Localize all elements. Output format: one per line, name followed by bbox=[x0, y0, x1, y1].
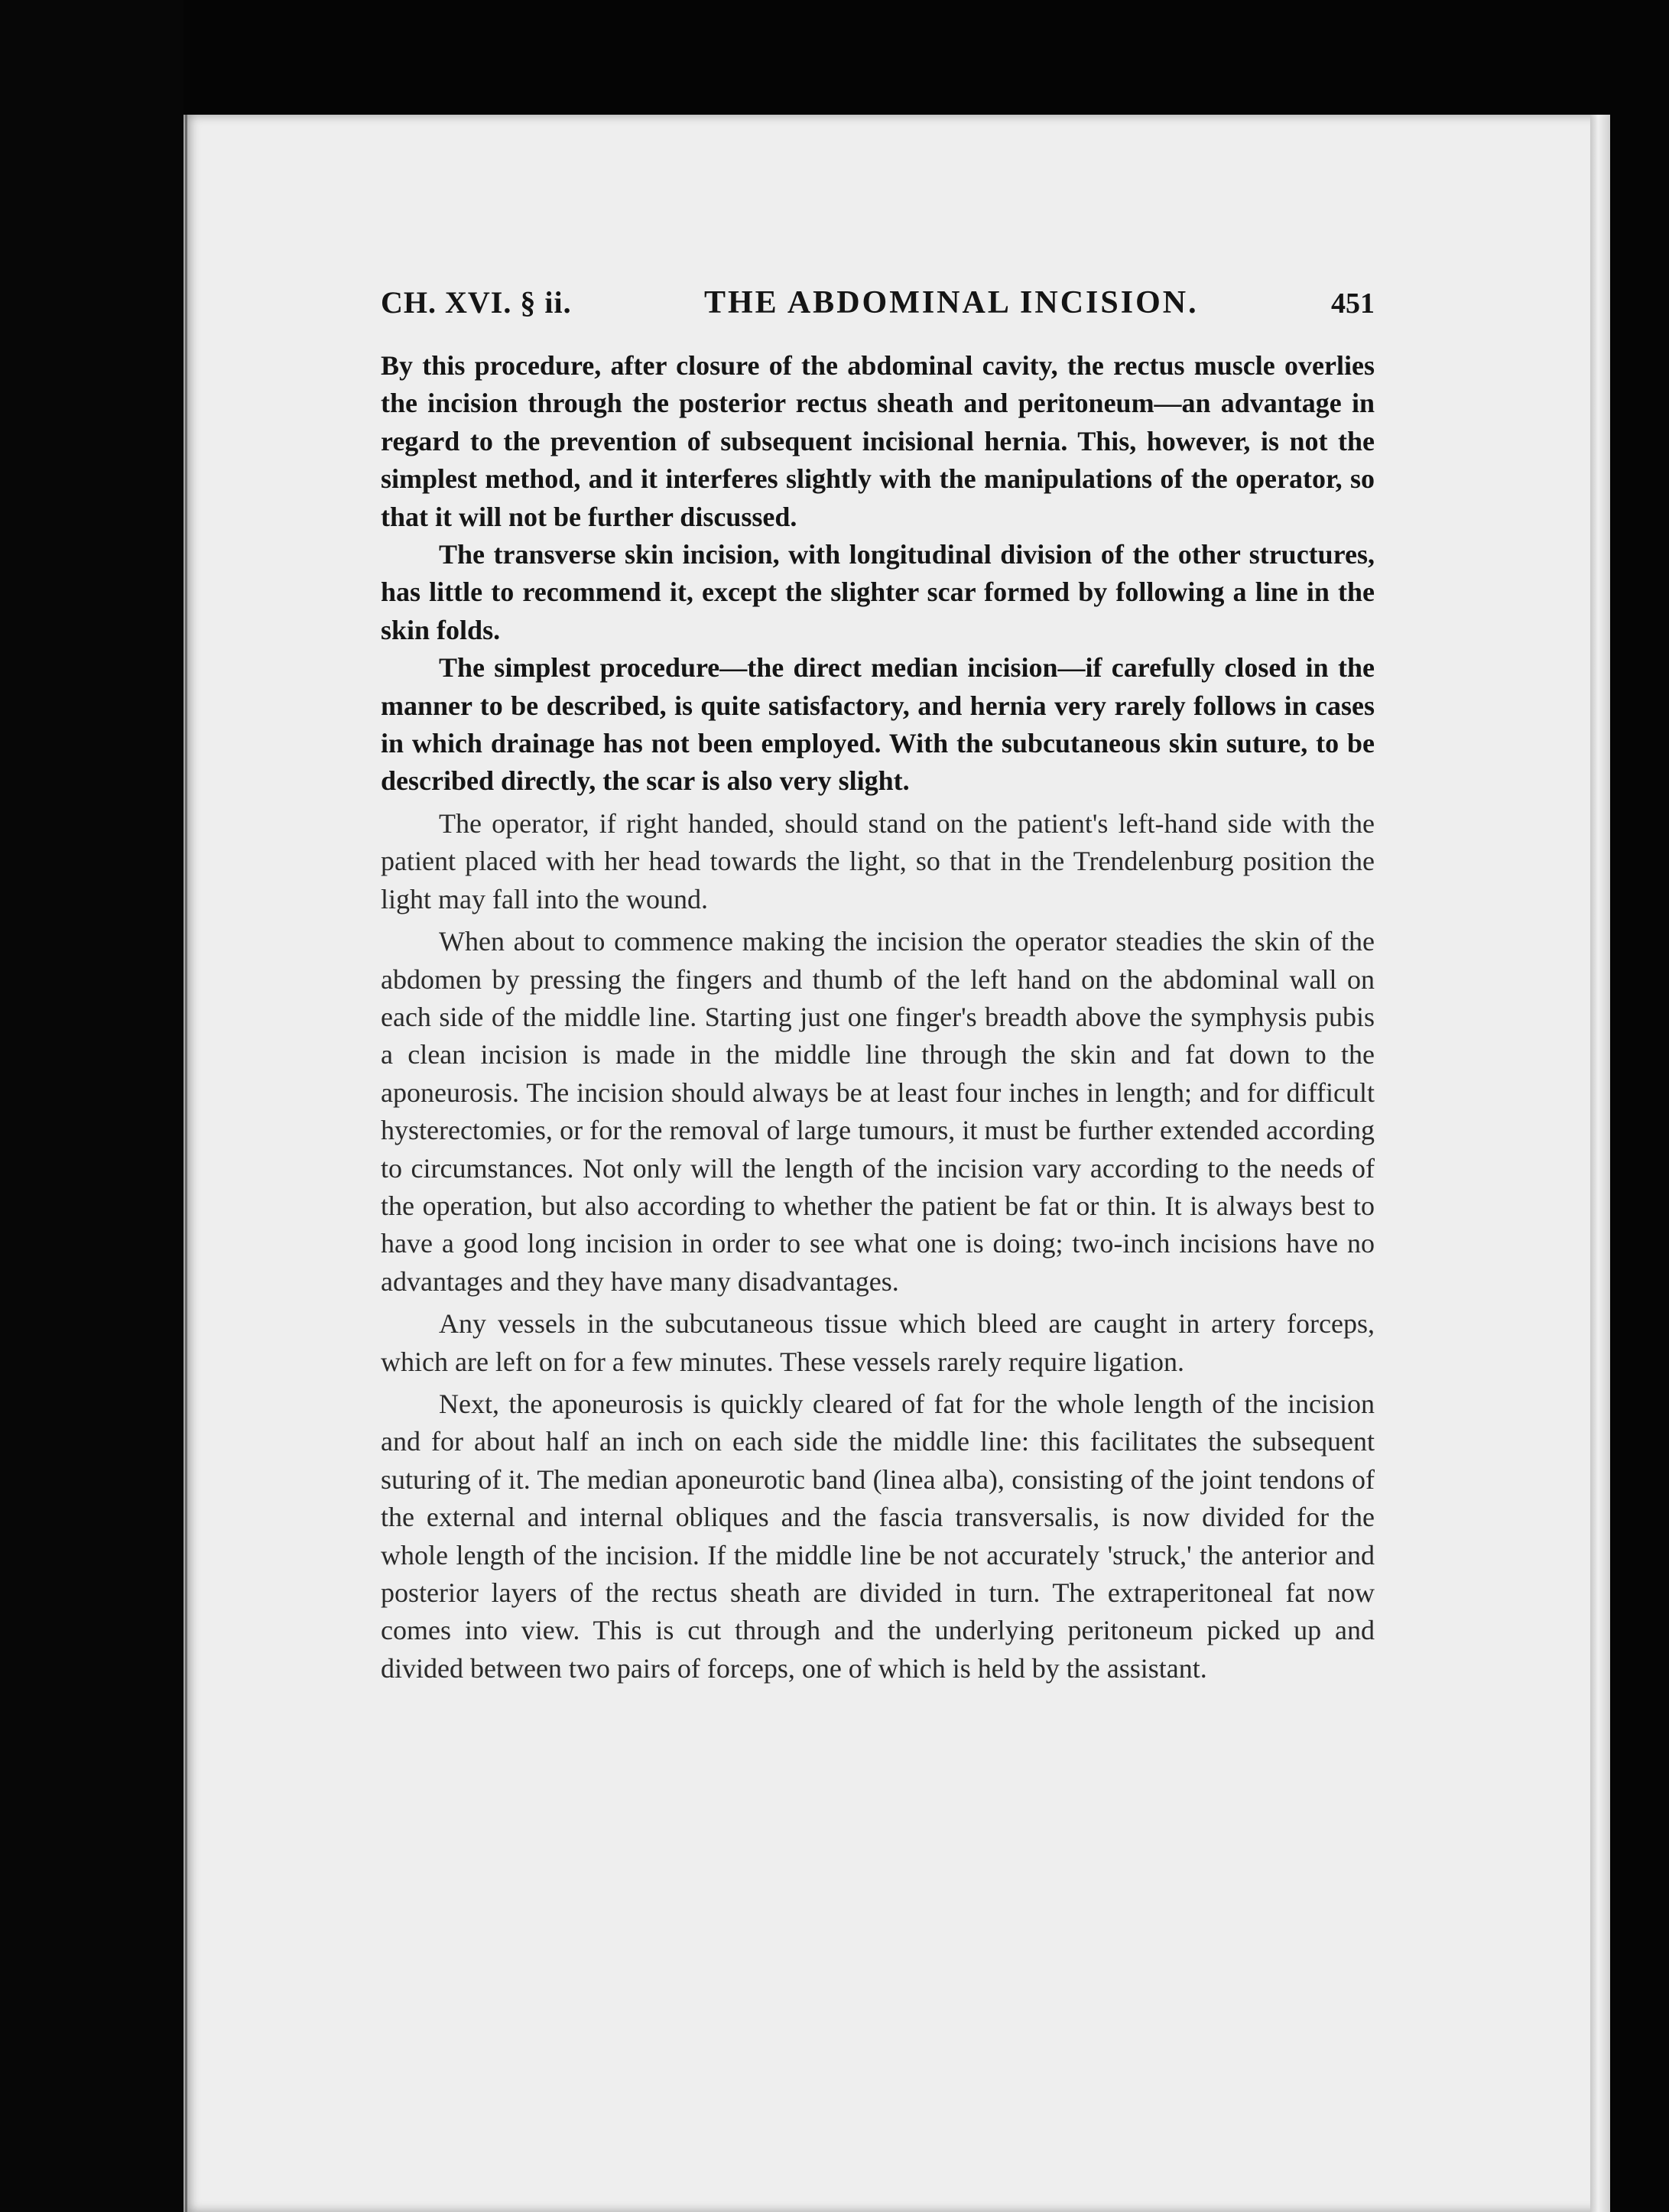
running-title: THE ABDOMINAL INCISION. bbox=[703, 285, 1199, 320]
chapter-reference: CH. XVI. § ii. bbox=[381, 285, 572, 320]
paragraph: Any vessels in the subcutaneous tissue which bleed are caught in artery forceps, which are left on for a few minutes. These vessels rarely require ligation. bbox=[381, 1308, 1375, 1377]
paragraph: By this procedure, after closure of the abdominal cavity, the rectus muscle overlies the incision through the posterior rectus sheath and peritoneum—an advantage in regard to the prevention of subsequent incisional hernia. This, however, is not the simplest method, and it interferes slightly with the manipulations of the operator, so that it will not be further discussed. bbox=[381, 350, 1375, 532]
scan-top-border bbox=[0, 0, 1669, 115]
scan-right-border bbox=[1610, 0, 1669, 2212]
page-gutter bbox=[185, 115, 187, 2212]
paragraph: The simplest procedure—the direct median incision—if carefully closed in the manner to be described, is quite satisfactory, and hernia very rarely follows in cases in which drainage has not been employed. With the subcutaneous skin suture, to be described directly, the scar is also very slight. bbox=[381, 652, 1375, 797]
paragraph: The transverse skin incision, with longitudinal division of the other structures, has little to recommend it, except the slighter scar formed by following a line in the skin folds. bbox=[381, 539, 1375, 645]
page-text bbox=[381, 284, 1375, 1687]
paragraph: The operator, if right handed, should stand on the patient's left-hand side with the patient placed with her head towards the light, so that in the Trendelenburg position the light may fall into the wound. bbox=[381, 807, 1375, 914]
paragraph: Next, the aponeurosis is quickly cleared of fat for the whole length of the incision and for about half an inch on each side the middle line: this facilitates the subsequent suturing of it. The median aponeurotic band (linea alba), consisting of the joint tendons of the external and internal obliques and the fascia transversalis, is now divided for the whole length of the incision. If the middle line be not accurately 'struck,' the anterior and posterior layers of the rectus sheath are divided in turn. The extraperitoneal fat now comes into view. This is cut through and the underlying peritoneum picked up and divided between two pairs of forceps, one of which is held by the assistant. bbox=[381, 1388, 1375, 1684]
running-header bbox=[381, 284, 1375, 336]
page-number: 451 bbox=[1330, 287, 1375, 320]
page-edge bbox=[1590, 115, 1610, 2212]
paragraph: When about to commence making the incision the operator steadies the skin of the abdomen by pressing the fingers and thumb of the left hand on the abdominal wall on each side of the middle line. Starting just one finger's breadth above the symphysis pubis a clean incision is made in the middle line through the skin and fat down to the aponeurosis. The incision should always be at least four inches in length; and for difficult hysterectomies, or for the removal of large tumours, it must be further extended according to circumstances. Not only will the length of the incision vary according to the needs of the operation, but also according to whether the patient be fat or thin. It is always best to have a good long incision in order to see what one is doing; two-inch incisions have no advantages and they have many disadvantages. bbox=[381, 926, 1375, 1297]
scan-left-border bbox=[0, 0, 183, 2212]
